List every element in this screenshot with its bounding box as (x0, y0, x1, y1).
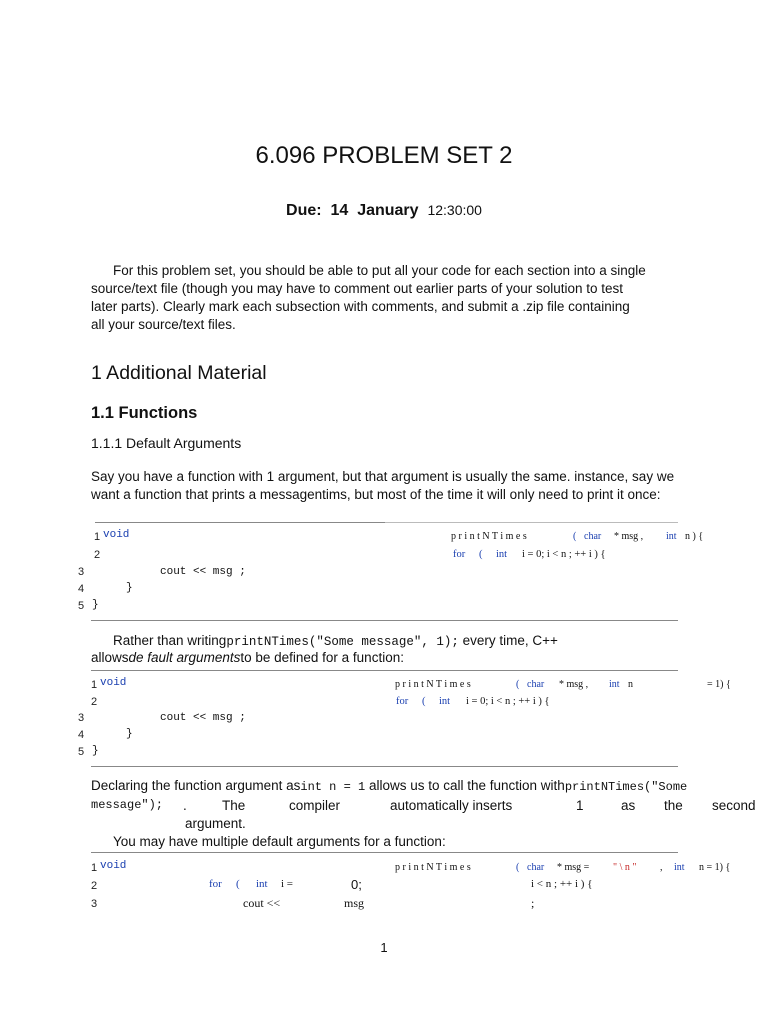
due-month: January (357, 202, 419, 219)
inline-code: printNTimes("Some message", 1); (226, 635, 459, 649)
line-number: 5 (78, 746, 85, 758)
document-title: 6.096 PROBLEM SET 2 (255, 142, 513, 169)
inline-code: int n = 1 (300, 780, 366, 794)
code-token: n (628, 679, 633, 690)
code-keyword: void (103, 529, 130, 541)
line-number: 3 (91, 898, 98, 910)
code-token: ( (236, 878, 240, 890)
text: second (712, 798, 756, 813)
code-line: cout << msg ; (160, 566, 246, 578)
code-rule-top (91, 670, 678, 671)
text: the (664, 798, 683, 813)
code-rule-top (91, 852, 678, 853)
intro-line-4: all your source/text files. (91, 317, 236, 332)
code-rule-bottom (91, 766, 678, 767)
code-token: i = (281, 878, 294, 890)
code-keyword: int (609, 679, 620, 690)
code-rule-top (385, 522, 678, 523)
due-label: Due: (286, 202, 322, 219)
line-number: 3 (78, 566, 85, 578)
code-token: i = 0; i < n ; ++ i ) { (522, 549, 606, 560)
code-string: " \ n " (613, 862, 637, 873)
code-keyword: void (100, 860, 127, 872)
line-number: 4 (78, 729, 85, 741)
code-keyword: void (100, 677, 127, 689)
code-line: } (92, 745, 99, 757)
code-token: * msg = (557, 862, 590, 873)
code-token: n = 1) { (699, 862, 731, 873)
code-token: = 1) { (707, 679, 731, 690)
code-keyword: char (527, 679, 545, 690)
code-keyword: for (453, 549, 466, 560)
text: . (183, 798, 187, 813)
line-number: 2 (91, 696, 98, 708)
code-token: p r i n t N T i m e s (451, 531, 527, 542)
code-token: i = 0; i < n ; ++ i ) { (466, 696, 550, 707)
code-token: ( (516, 862, 520, 873)
paragraph-line: You may have multiple default arguments for a function: (113, 834, 446, 849)
code-keyword: char (527, 862, 545, 873)
text: compiler (289, 798, 341, 813)
paragraph-line: argument. (185, 816, 246, 831)
line-number: 4 (78, 583, 85, 595)
text: Rather than writing (113, 633, 227, 648)
text: automatically inserts (390, 798, 513, 813)
inline-code: printNTimes("Some (564, 780, 688, 794)
code-token: p r i n t N T i m e s (395, 679, 471, 690)
page-number: 1 (380, 940, 388, 955)
section-heading: 1 Additional Material (91, 362, 267, 384)
code-token: * msg , (614, 531, 644, 542)
emphasis: de fault arguments (128, 650, 241, 665)
code-token: p r i n t N T i m e s (395, 862, 471, 873)
code-keyword: int (666, 531, 677, 542)
code-keyword: int (496, 549, 508, 560)
paragraph-line: Say you have a function with 1 argument, but that argument is usually the same. instance, say we (91, 469, 675, 484)
code-line: } (126, 728, 133, 740)
code-token: cout << (243, 896, 281, 910)
code-rule-bottom (91, 620, 678, 621)
line-number: 3 (78, 712, 85, 724)
code-keyword: int (674, 862, 685, 873)
code-keyword: for (209, 878, 222, 890)
text: The (222, 798, 246, 813)
subsubsection-heading: 1.1.1 Default Arguments (91, 435, 242, 451)
code-line: cout << msg ; (160, 712, 246, 724)
text: allows us to call the function with (368, 778, 565, 793)
line-number: 1 (91, 862, 98, 874)
code-token: ( (516, 679, 520, 690)
subsection-heading: 1.1 Functions (91, 404, 198, 422)
code-token: n ) { (685, 531, 704, 542)
text: to be defined for a function: (240, 650, 404, 665)
code-line: } (92, 599, 99, 611)
text: 1 (576, 798, 584, 813)
text: every time, C++ (462, 633, 558, 648)
intro-line-1: For this problem set, you should be able to put all your code for each section into a single (113, 263, 646, 278)
code-token: msg (344, 896, 365, 910)
code-token: i < n ; ++ i ) { (531, 878, 593, 890)
due-time: 12:30:00 (427, 202, 482, 218)
code-keyword: int (439, 696, 451, 707)
line-number: 1 (94, 531, 101, 543)
code-token: ( (573, 531, 577, 542)
code-token: , (660, 862, 663, 873)
text: Declaring the function argument as (91, 778, 301, 793)
intro-line-3: later parts). Clearly mark each subsection with comments, and submit a .zip file containing (91, 299, 630, 314)
line-number: 1 (91, 679, 98, 691)
line-number: 5 (78, 600, 85, 612)
due-day: 14 (330, 202, 349, 219)
code-line: } (126, 582, 133, 594)
text: allows (91, 650, 129, 665)
due-date (0, 202, 768, 220)
code-token: ; (531, 896, 535, 910)
code-rule-top (95, 522, 385, 523)
line-number: 2 (91, 880, 98, 892)
code-keyword: for (396, 696, 409, 707)
code-token: ( (422, 696, 426, 707)
paragraph-line: want a function that prints a messagentims, but most of the time it will only need to print it once: (91, 487, 661, 502)
text: as (621, 798, 636, 813)
intro-line-2: source/text file (though you may have to comment out earlier parts of your solution to test (91, 281, 624, 296)
code-keyword: int (256, 878, 268, 890)
line-number: 2 (94, 549, 101, 561)
code-token: 0; (351, 877, 362, 892)
paragraph-line (91, 649, 404, 667)
paragraph-line (91, 777, 687, 796)
code-token: ( (479, 549, 483, 560)
code-keyword: char (584, 531, 602, 542)
inline-code: message"); (91, 798, 164, 812)
code-token: * msg , (559, 679, 589, 690)
